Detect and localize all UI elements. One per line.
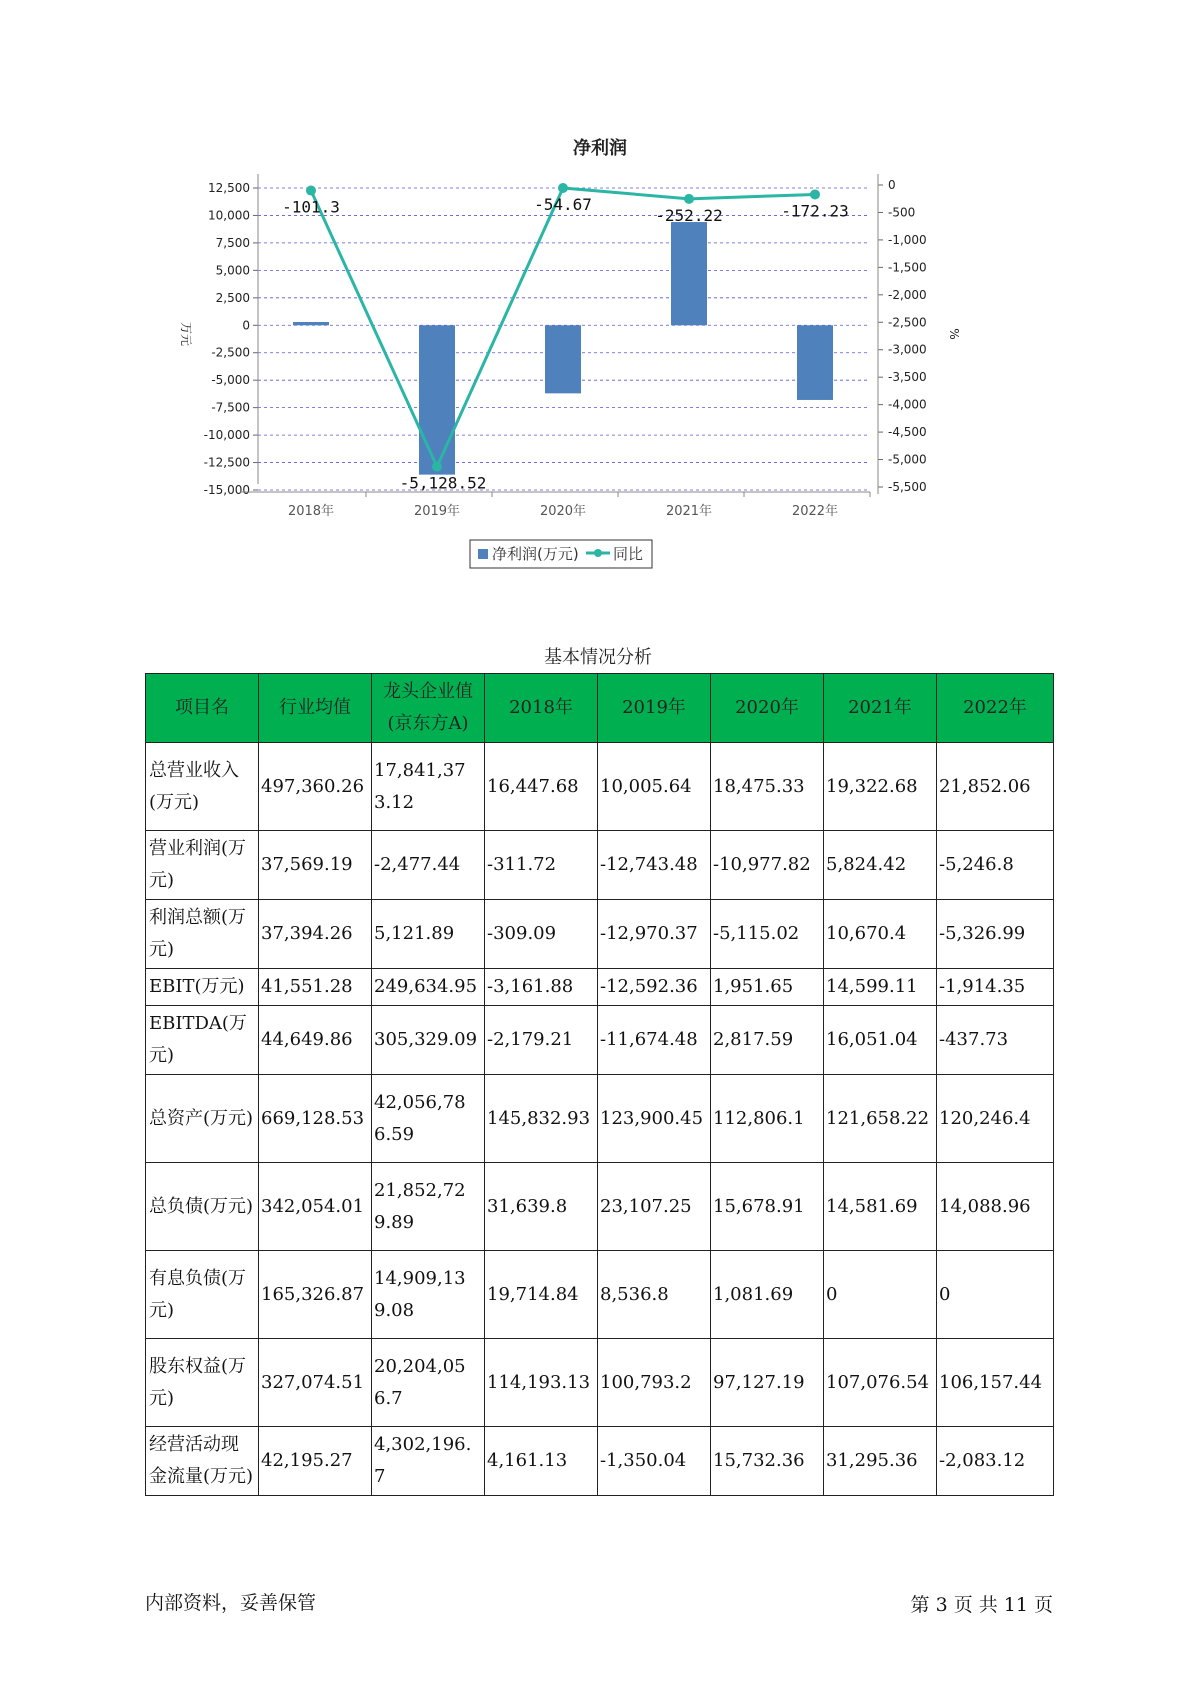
table-row <box>146 1006 1054 1075</box>
row-label: 营业利润(万元) <box>146 831 259 900</box>
table-cell: 2,817.59 <box>711 1006 824 1075</box>
row-label: 股东权益(万元) <box>146 1339 259 1427</box>
legend-line-marker <box>594 549 602 557</box>
row-label: EBIT(万元) <box>146 969 259 1006</box>
net-profit-chart <box>170 130 1050 600</box>
legend-bar-swatch <box>478 549 488 559</box>
table-cell: -11,674.48 <box>598 1006 711 1075</box>
x-tick-label: 2018年 <box>287 504 335 519</box>
table-cell: 305,329.09 <box>372 1006 485 1075</box>
table-cell: 121,658.22 <box>824 1075 937 1163</box>
table-cell: 19,714.84 <box>485 1251 598 1339</box>
table-row <box>146 1163 1054 1251</box>
y2-tick-label: -1,500 <box>888 260 927 275</box>
y-tick-label: 7,500 <box>215 235 250 250</box>
table-cell: 37,569.19 <box>259 831 372 900</box>
y-tick-label: -7,500 <box>211 400 250 415</box>
table-row <box>146 1427 1054 1496</box>
data-label: -5,128.52 <box>399 473 487 493</box>
table-cell: 14,909,139.08 <box>372 1251 485 1339</box>
y2-tick-label: -5,500 <box>888 480 927 494</box>
x-tick-label: 2022年 <box>791 504 839 519</box>
table-cell: -309.09 <box>485 900 598 969</box>
yoy-point <box>810 189 820 199</box>
row-label: 总资产(万元) <box>146 1075 259 1163</box>
table-cell: 44,649.86 <box>259 1006 372 1075</box>
column-header: 龙头企业值(京东方A) <box>372 674 485 743</box>
bar <box>797 325 833 400</box>
y-tick-label: -12,500 <box>203 455 250 470</box>
table-cell: -437.73 <box>937 1006 1054 1075</box>
table-row <box>146 969 1054 1006</box>
row-label: 有息负债(万元) <box>146 1251 259 1339</box>
table-cell: 123,900.45 <box>598 1075 711 1163</box>
bar <box>419 325 455 474</box>
table-cell: 97,127.19 <box>711 1339 824 1427</box>
y-tick-label: -2,500 <box>211 345 250 360</box>
table-header-row <box>146 674 1054 743</box>
column-header: 2019年 <box>598 674 711 743</box>
x-tick-label: 2019年 <box>413 504 461 519</box>
data-label: -252.22 <box>655 205 723 225</box>
table-caption: 基本情况分析 <box>544 647 652 668</box>
table-body <box>146 743 1054 1496</box>
row-label: 总营业收入(万元) <box>146 743 259 831</box>
row-label: EBITDA(万元) <box>146 1006 259 1075</box>
table-cell: 5,121.89 <box>372 900 485 969</box>
basic-analysis-table <box>145 673 1054 1496</box>
table-cell: 4,302,196.7 <box>372 1427 485 1496</box>
y2-tick-label: -500 <box>888 205 916 220</box>
yoy-point <box>558 183 568 193</box>
data-label: -101.3 <box>282 197 340 217</box>
table-cell: 14,581.69 <box>824 1163 937 1251</box>
table-cell: -1,914.35 <box>937 969 1054 1006</box>
table-cell: -2,083.12 <box>937 1427 1054 1496</box>
y2-tick-label: -2,500 <box>888 315 927 330</box>
table-cell: 16,447.68 <box>485 743 598 831</box>
y2-tick-label: 0 <box>888 178 896 192</box>
table-cell: 145,832.93 <box>485 1075 598 1163</box>
table-cell: 5,824.42 <box>824 831 937 900</box>
table-row <box>146 900 1054 969</box>
table-cell: 23,107.25 <box>598 1163 711 1251</box>
legend-bar-label: 净利润(万元) <box>492 545 579 563</box>
table-cell: 112,806.1 <box>711 1075 824 1163</box>
x-tick-label: 2020年 <box>539 504 587 519</box>
table-cell: 17,841,373.12 <box>372 743 485 831</box>
table-cell: 4,161.13 <box>485 1427 598 1496</box>
y-tick-label: 5,000 <box>215 263 250 278</box>
y-axis-title: 万元 <box>179 321 193 347</box>
table-cell: 327,074.51 <box>259 1339 372 1427</box>
table-cell: 100,793.2 <box>598 1339 711 1427</box>
table-row <box>146 1251 1054 1339</box>
bar <box>293 322 329 325</box>
y2-tick-label: -4,500 <box>888 425 927 440</box>
yoy-point <box>306 186 316 196</box>
table-cell: 15,732.36 <box>711 1427 824 1496</box>
table-cell: 249,634.95 <box>372 969 485 1006</box>
data-label: -54.67 <box>534 195 592 215</box>
table-cell: 18,475.33 <box>711 743 824 831</box>
table-cell: 21,852.06 <box>937 743 1054 831</box>
table-cell: -12,743.48 <box>598 831 711 900</box>
table-cell: 19,322.68 <box>824 743 937 831</box>
table-cell: 0 <box>824 1251 937 1339</box>
table-cell: -311.72 <box>485 831 598 900</box>
table-cell: -12,970.37 <box>598 900 711 969</box>
x-tick-label: 2021年 <box>665 504 713 519</box>
yoy-point <box>684 194 694 204</box>
table-cell: 15,678.91 <box>711 1163 824 1251</box>
table-cell: 165,326.87 <box>259 1251 372 1339</box>
table-cell: 14,599.11 <box>824 969 937 1006</box>
table-cell: 107,076.54 <box>824 1339 937 1427</box>
data-label: -172.23 <box>781 201 849 221</box>
table-cell: -5,326.99 <box>937 900 1054 969</box>
table-cell: 1,081.69 <box>711 1251 824 1339</box>
table-cell: 106,157.44 <box>937 1339 1054 1427</box>
column-header: 2021年 <box>824 674 937 743</box>
table-cell: -10,977.82 <box>711 831 824 900</box>
y2-tick-label: -3,000 <box>888 342 927 357</box>
table-cell: 497,360.26 <box>259 743 372 831</box>
table-cell: 342,054.01 <box>259 1163 372 1251</box>
y2-axis-title: % <box>947 328 961 340</box>
y2-tick-label: -4,000 <box>888 397 927 412</box>
y2-tick-label: -5,000 <box>888 452 927 467</box>
chart-svg <box>170 130 1050 600</box>
table-cell: -12,592.36 <box>598 969 711 1006</box>
y-tick-label: 0 <box>242 318 250 333</box>
y-tick-label: 10,000 <box>208 208 250 223</box>
table-cell: -2,477.44 <box>372 831 485 900</box>
row-label: 利润总额(万元) <box>146 900 259 969</box>
table-cell: 8,536.8 <box>598 1251 711 1339</box>
table-cell: 16,051.04 <box>824 1006 937 1075</box>
table-cell: 114,193.13 <box>485 1339 598 1427</box>
y-tick-label: -10,000 <box>203 428 250 443</box>
table-row <box>146 743 1054 831</box>
table-cell: 20,204,056.7 <box>372 1339 485 1427</box>
table-cell: 14,088.96 <box>937 1163 1054 1251</box>
table-cell: 669,128.53 <box>259 1075 372 1163</box>
table-cell: 1,951.65 <box>711 969 824 1006</box>
y2-tick-label: -3,500 <box>888 370 927 385</box>
y-tick-label: -15,000 <box>203 483 250 497</box>
table-cell: 10,005.64 <box>598 743 711 831</box>
table-cell: 120,246.4 <box>937 1075 1054 1163</box>
table-cell: 31,639.8 <box>485 1163 598 1251</box>
row-label: 总负债(万元) <box>146 1163 259 1251</box>
bar <box>545 325 581 393</box>
column-header: 项目名 <box>146 674 259 743</box>
footer-confidential: 内部资料，妥善保管 <box>145 1592 317 1614</box>
table-cell: -5,246.8 <box>937 831 1054 900</box>
column-header: 2022年 <box>937 674 1054 743</box>
row-label: 经营活动现金流量(万元) <box>146 1427 259 1496</box>
y-tick-label: -5,000 <box>211 373 250 388</box>
table-row <box>146 1075 1054 1163</box>
y-tick-label: 12,500 <box>208 181 250 195</box>
table-cell: 10,670.4 <box>824 900 937 969</box>
column-header: 行业均值 <box>259 674 372 743</box>
chart-title: 净利润 <box>573 138 627 159</box>
table-cell: 41,551.28 <box>259 969 372 1006</box>
table-cell: -3,161.88 <box>485 969 598 1006</box>
y2-tick-label: -2,000 <box>888 287 927 302</box>
table-cell: 0 <box>937 1251 1054 1339</box>
table-cell: -2,179.21 <box>485 1006 598 1075</box>
table-row <box>146 1339 1054 1427</box>
table-cell: -1,350.04 <box>598 1427 711 1496</box>
legend-line-label: 同比 <box>613 545 644 563</box>
table-cell: 31,295.36 <box>824 1427 937 1496</box>
column-header: 2020年 <box>711 674 824 743</box>
bar <box>671 222 707 325</box>
column-header: 2018年 <box>485 674 598 743</box>
table-cell: 21,852,729.89 <box>372 1163 485 1251</box>
y2-tick-label: -1,000 <box>888 232 927 247</box>
table-cell: 37,394.26 <box>259 900 372 969</box>
y-tick-label: 2,500 <box>215 290 250 305</box>
table-cell: 42,056,786.59 <box>372 1075 485 1163</box>
footer-page-number: 第 3 页 共 11 页 <box>910 1594 1053 1616</box>
table-row <box>146 831 1054 900</box>
yoy-point <box>432 462 442 472</box>
table-cell: -5,115.02 <box>711 900 824 969</box>
table-cell: 42,195.27 <box>259 1427 372 1496</box>
